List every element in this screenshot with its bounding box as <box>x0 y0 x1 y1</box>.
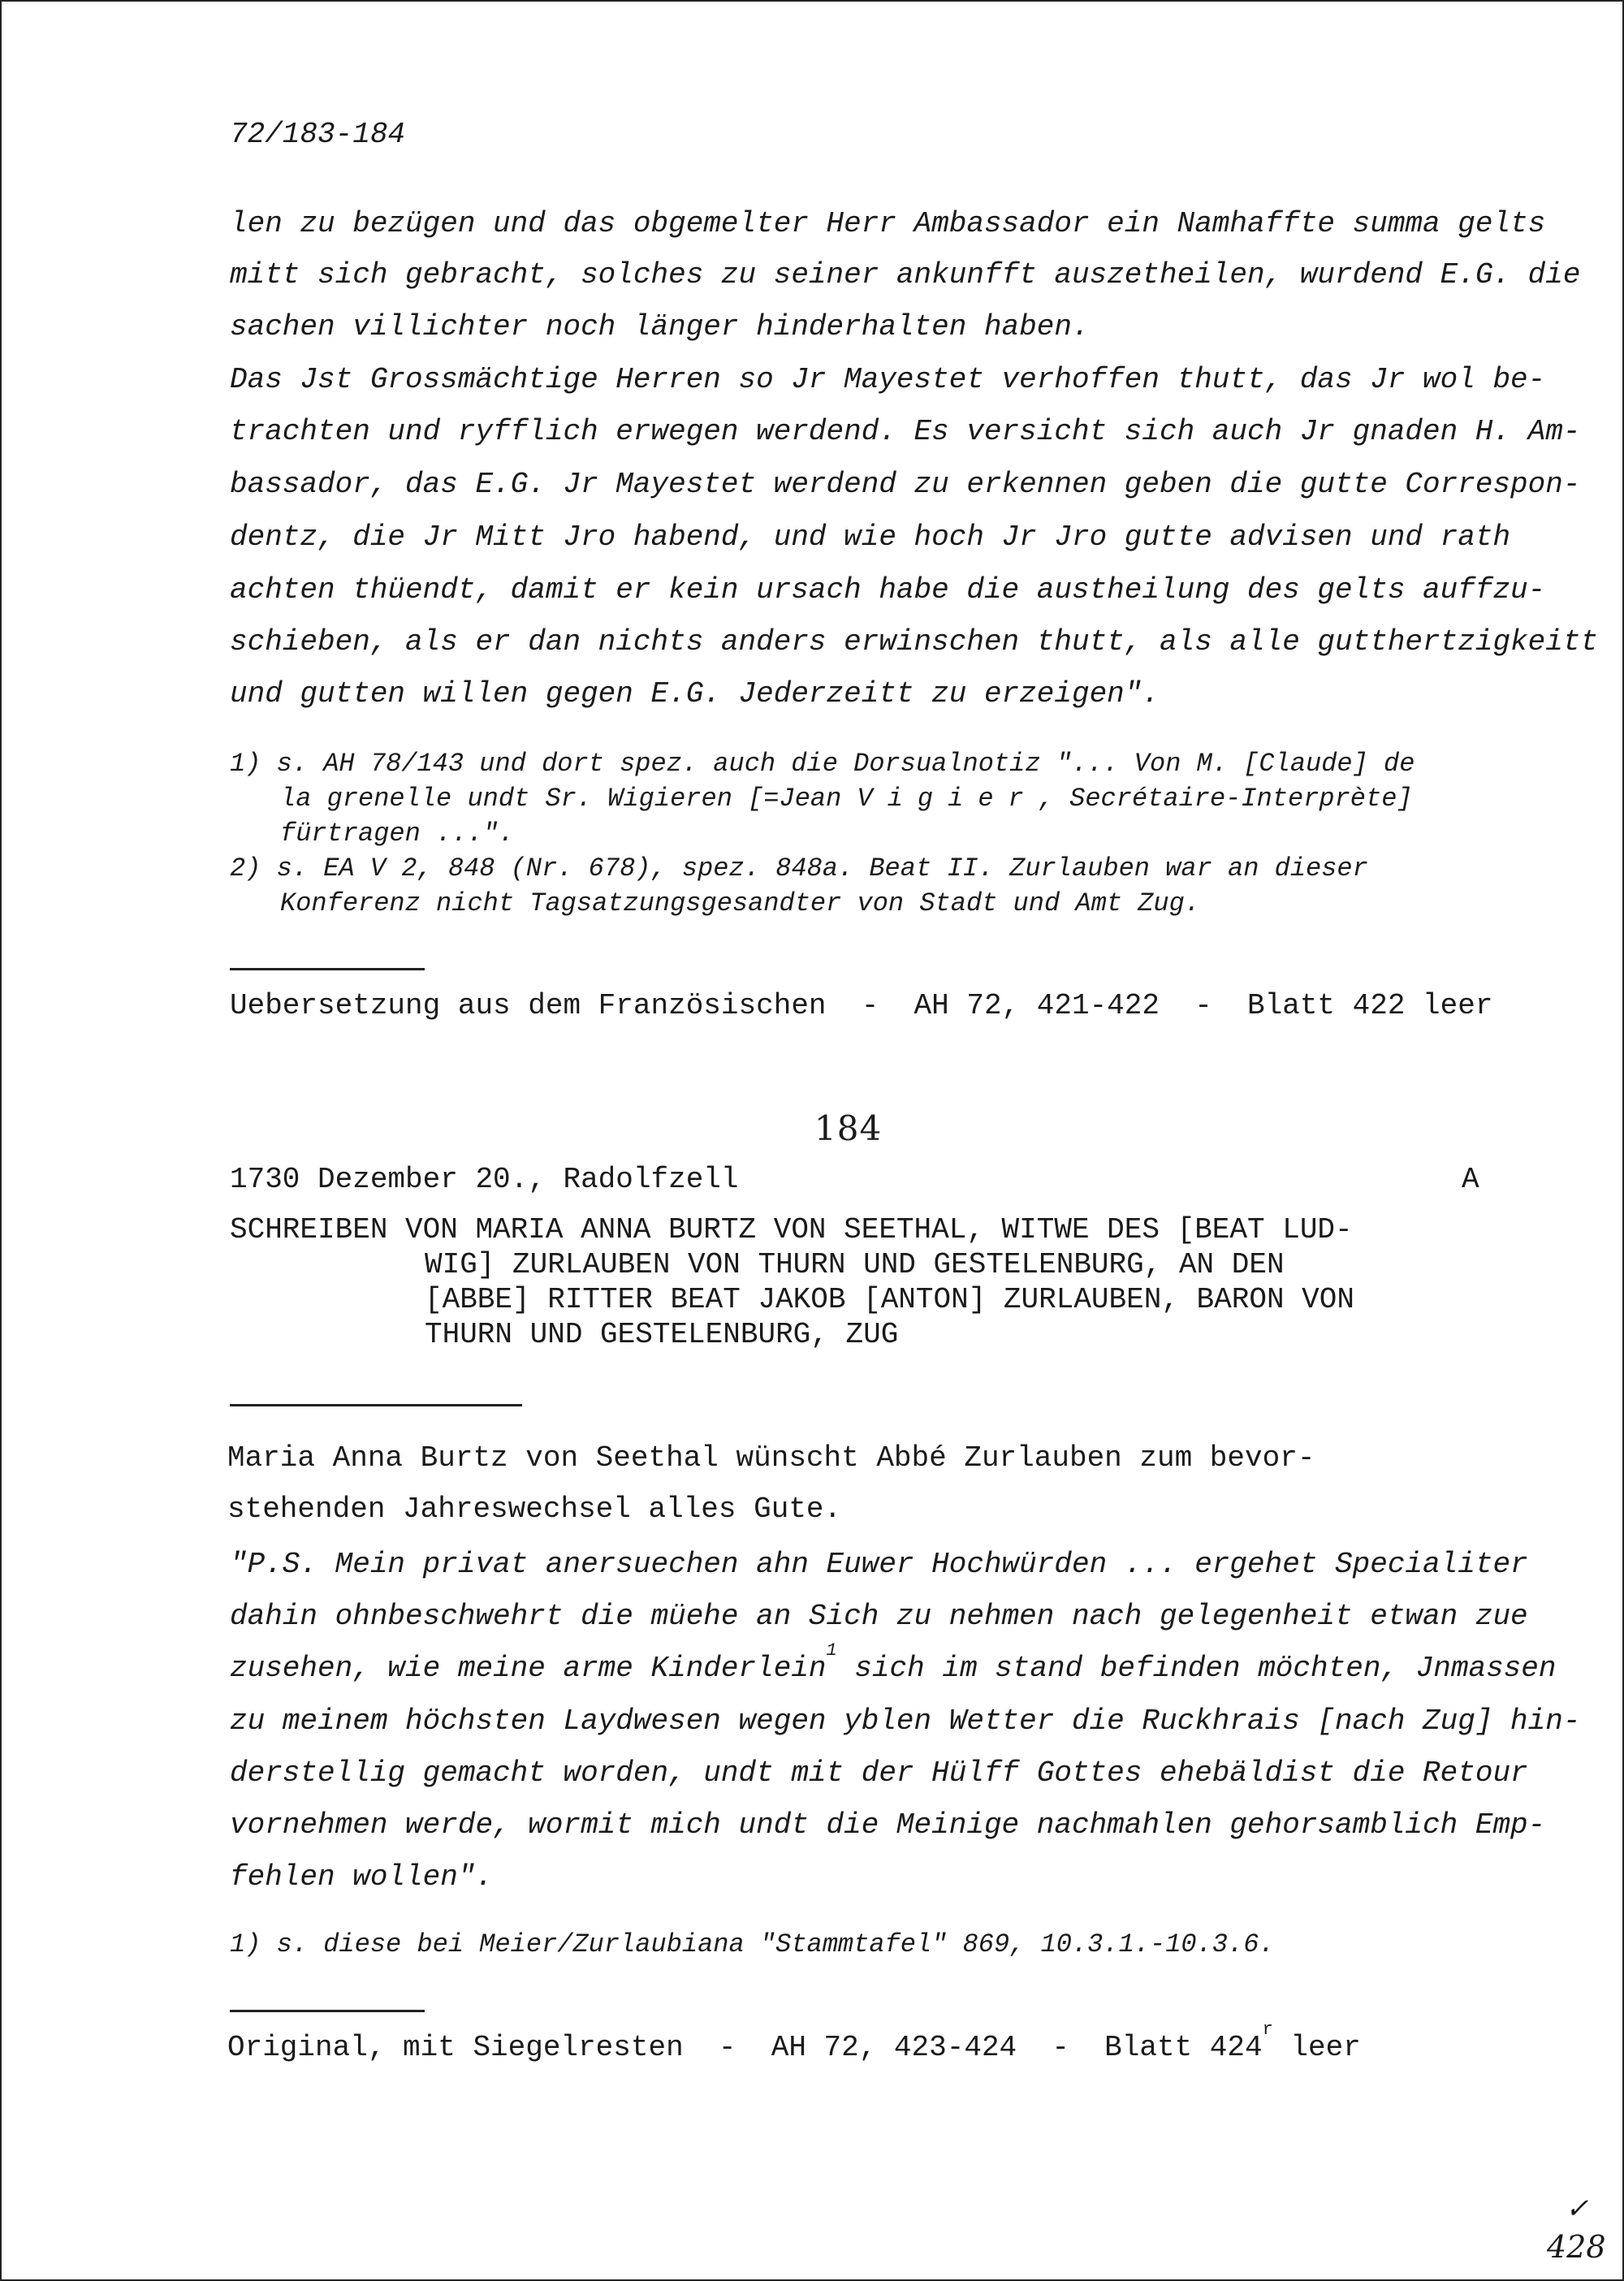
superscript-marker: r <box>1262 2020 1273 2040</box>
document-number: 184 <box>814 1108 883 1148</box>
quote-line: vornehmen werde, wormit mich undt die Meinige nachmahlen gehorsamblich Emp- <box>230 1808 1546 1842</box>
text-line: trachten und ryfflich erwegen werdend. Es versicht sich auch Jr gnaden H. Am- <box>230 415 1581 448</box>
quote-line <box>230 1640 1557 1685</box>
text-line: sachen villichter noch länger hinderhalten haben. <box>230 310 1090 343</box>
quote-line: "P.S. Mein privat anersuechen ahn Euwer Hochwürden ... ergehet Specialiter <box>230 1548 1528 1581</box>
source-text: Original, mit Siegelresten - AH 72, 423-424 - Blatt 424 <box>227 2031 1263 2064</box>
summary-line: stehenden Jahreswechsel alles Gute. <box>227 1493 842 1526</box>
language-code: A <box>1462 1163 1479 1196</box>
separator-rule <box>230 968 425 970</box>
page-reference: 72/183-184 <box>230 118 406 151</box>
document-title: WIG] ZURLAUBEN VON THURN UND GESTELENBURG, AN DEN <box>425 1248 1285 1281</box>
quote-line: dahin ohnbeschwehrt die müehe an Sich zu nehmen nach gelegenheit etwan zue <box>230 1600 1528 1633</box>
quote-line: zu meinem höchsten Laydwesen wegen yblen Wetter die Ruckhrais [nach Zug] hin- <box>230 1704 1581 1738</box>
date-place: 1730 Dezember 20., Radolfzell <box>230 1163 739 1196</box>
footnote-1-continued <box>280 784 1413 814</box>
text-line: achten thüendt, damit er kein ursach habe die austheilung des gelts auffzu- <box>230 573 1546 607</box>
text-line: schieben, als er dan nichts anders erwinschen thutt, als alle gutthertzigkeitt <box>230 625 1599 659</box>
check-mark-icon: ✓ <box>1566 2192 1589 2225</box>
footnote-2: 2) s. EA V 2, 848 (Nr. 678), spez. 848a. Beat II. Zurlauben war an dieser <box>230 853 1368 883</box>
footnote-2-continued: Konferenz nicht Tagsatzungsgesandter von Stadt und Amt Zug. <box>280 888 1200 918</box>
source-text: leer <box>1272 2031 1361 2064</box>
text-line: mitt sich gebracht, solches zu seiner ankunfft auszetheilen, wurdend E.G. die <box>230 258 1581 292</box>
text-line: len zu bezügen und das obgemelter Herr Ambassador ein Namhaffte summa gelts <box>230 207 1546 240</box>
document-title: THURN UND GESTELENBURG, ZUG <box>425 1318 899 1351</box>
quote-text: zusehen, wie meine arme Kinderlein <box>230 1652 827 1685</box>
document-title: SCHREIBEN VON MARIA ANNA BURTZ VON SEETHAL, WITWE DES [BEAT LUD- <box>230 1213 1353 1246</box>
footnote-1: 1) s. AH 78/143 und dort spez. auch die Dorsualnotiz "... Von M. [Claude] de <box>230 749 1415 779</box>
footnote-marker: 1 <box>826 1640 837 1661</box>
separator-rule <box>230 1404 522 1406</box>
footnote-1: 1) s. diese bei Meier/Zurlaubiana "Stammtafel" 869, 10.3.1.-10.3.6. <box>230 1929 1275 1959</box>
summary-line: Maria Anna Burtz von Seethal wünscht Abbé Zurlauben zum bevor- <box>227 1441 1315 1475</box>
source-note: Uebersetzung aus dem Französischen - AH 72, 421-422 - Blatt 422 leer <box>230 989 1493 1022</box>
spaced-name: Vigier <box>857 784 1039 814</box>
document-title: [ABBE] RITTER BEAT JAKOB [ANTON] ZURLAUBEN, BARON VON <box>425 1283 1354 1316</box>
archive-page-number: 428 <box>1547 2229 1606 2265</box>
footnote-1-continued: fürtragen ...". <box>280 819 515 849</box>
source-note <box>227 2020 1361 2064</box>
footnote-text: la grenelle undt Sr. Wigieren [=Jean <box>280 784 857 814</box>
quote-line: fehlen wollen". <box>230 1860 494 1894</box>
text-line: dentz, die Jr Mitt Jro habend, und wie hoch Jr Jro gutte advisen und rath <box>230 521 1511 554</box>
text-line: bassador, das E.G. Jr Mayestet werdend zu erkennen geben die gutte Correspon- <box>230 468 1581 501</box>
separator-rule <box>230 2010 425 2012</box>
quote-line: derstellig gemacht worden, undt mit der Hülff Gottes ehebäldist die Retour <box>230 1756 1528 1790</box>
quote-text: sich im stand befinden möchten, Jnmassen <box>836 1652 1557 1685</box>
text-line: und gutten willen gegen E.G. Jederzeitt zu erzeigen". <box>230 677 1160 711</box>
text-line: Das Jst Grossmächtige Herren so Jr Mayestet verhoffen thutt, das Jr wol be- <box>230 363 1546 396</box>
footnote-text: , Secrétaire-Interprète] <box>1038 784 1413 814</box>
